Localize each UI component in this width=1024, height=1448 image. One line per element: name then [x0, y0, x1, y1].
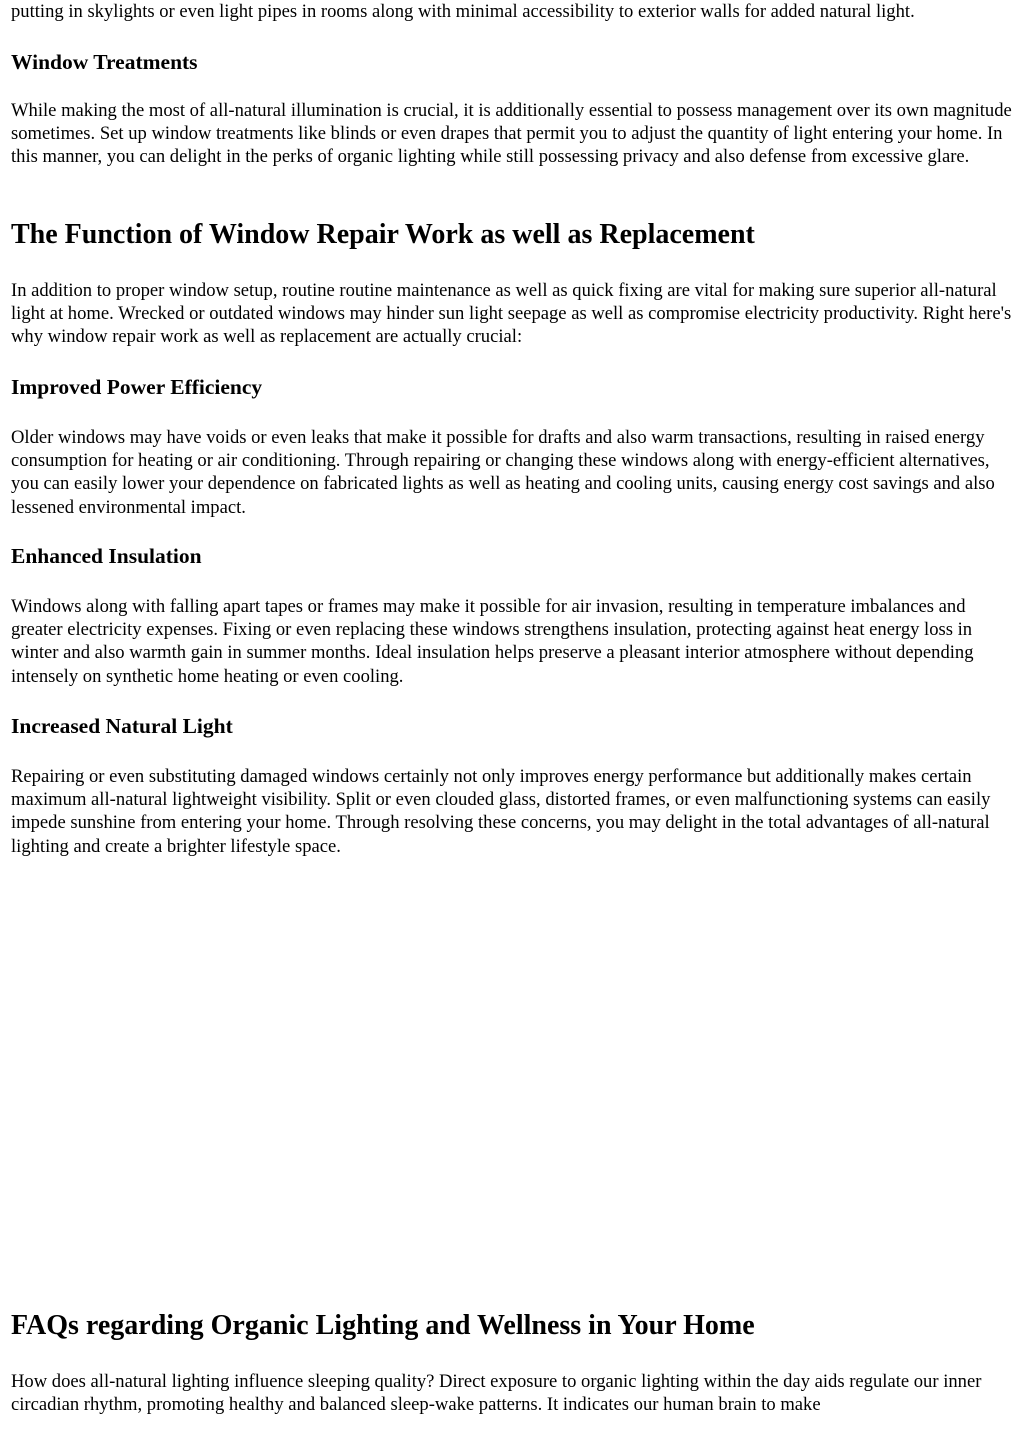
power-efficiency-heading: Improved Power Efficiency	[11, 375, 263, 399]
natural-light-heading: Increased Natural Light	[11, 714, 233, 738]
insulation-heading: Enhanced Insulation	[11, 544, 202, 568]
faqs-heading: FAQs regarding Organic Lighting and Wellness in Your Home	[11, 1310, 755, 1341]
function-section-paragraph: In addition to proper window setup, routine routine maintenance as well as quick fixing are vital for making sure superior all-natural light at home. Wrecked or outdated windows may hinder sun light seepage as well as compromise electricity productivity. Right here's why window repair work as well as replacement are actually crucial:	[11, 280, 1012, 348]
faqs-paragraph: How does all-natural lighting influence sleeping quality? Direct exposure to organic lighting within the day aids regulate our inner circadian rhythm, promoting healthy and balanced sleep-wake patterns. It indicates our human brain to make	[11, 1371, 982, 1416]
window-treatments-heading: Window Treatments	[11, 50, 198, 74]
power-efficiency-paragraph: Older windows may have voids or even leaks that make it possible for drafts and also warm transactions, resulting in raised energy consumption for heating or air conditioning. Through repairing or changing these windows along with energy-efficient alternatives, you can easily lower your dependence on fabricated lights as well as heating and cooling units, causing energy cost savings and also lessened environmental impact.	[11, 427, 995, 518]
natural-light-paragraph: Repairing or even substituting damaged windows certainly not only improves energy performance but additionally makes certain maximum all-natural lightweight visibility. Split or even clouded glass, distorted frames, or even malfunctioning systems can easily impede sunshine from entering your home. Through resolving these concerns, you may delight in the total advantages of all-natural lighting and create a brighter lifestyle space.	[11, 766, 991, 857]
insulation-paragraph: Windows along with falling apart tapes or frames may make it possible for air invasion, resulting in temperature imbalances and greater electricity expenses. Fixing or even replacing these windows strengthens insulation, protecting against heat energy loss in winter and also warmth gain in summer months. Ideal insulation helps preserve a pleasant interior atmosphere without depending intensely on synthetic home heating or even cooling.	[11, 596, 974, 687]
window-treatments-paragraph: While making the most of all-natural illumination is crucial, it is additionally essential to possess management over its own magnitude sometimes. Set up window treatments like blinds or even drapes that permit you to adjust the quantity of light entering your home. In this manner, you can delight in the perks of organic lighting while still possessing privacy and also defense from excessive glare.	[11, 100, 1012, 168]
function-section-heading: The Function of Window Repair Work as well as Replacement	[11, 219, 755, 250]
intro-paragraph-end: putting in skylights or even light pipes in rooms along with minimal accessibility to exterior walls for added natural light.	[11, 1, 915, 22]
